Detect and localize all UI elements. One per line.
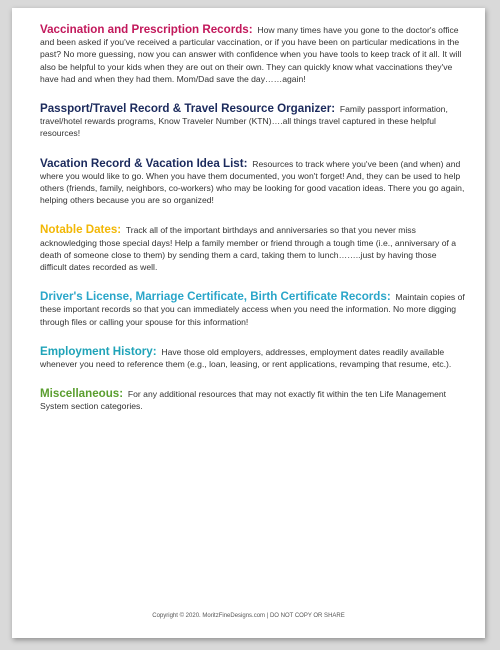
section-body: Maintain copies of these important records so that you can immediately access when you need the information. No more digging through files or calling your spouse for this information! (40, 292, 465, 327)
section-body: How many times have you gone to the doctor's office and been asked if you've received a particular vaccination, or if you have been on particular medications in the past? No more guessing, now you can answer with confidence when you have tools to keep track of it all. It will also be helpful to your kids when they are out on their own. They can quickly know what vaccinations they've have had and when they had them. Mom/Dad save the day……again! (40, 25, 462, 84)
section-certificates (40, 291, 465, 328)
section-vaccination (40, 24, 465, 85)
copyright-footer: Copyright © 2020. MoritzFineDesigns.com | DO NOT COPY OR SHARE (152, 613, 345, 619)
section-vacation (40, 158, 465, 207)
section-heading: Vaccination and Prescription Records: (40, 23, 253, 36)
section-miscellaneous (40, 388, 465, 412)
section-body: Track all of the important birthdays and anniversaries so that you never miss acknowledging those special days! Help a family member or friend through a tough time (i.e., anniversary of a death of someone close to them) by sending them a card, taking them to lunch……..just by having those difficult dates recorded as well. (40, 225, 457, 273)
section-heading: Vacation Record & Vacation Idea List: (40, 156, 248, 170)
section-passport (40, 103, 465, 140)
section-heading: Employment History: (40, 344, 157, 358)
section-employment (40, 346, 465, 370)
section-heading: Driver's License, Marriage Certificate, Birth Certificate Records: (40, 290, 391, 304)
section-heading: Passport/Travel Record & Travel Resource Organizer: (40, 102, 336, 116)
section-heading: Notable Dates: (40, 223, 122, 237)
document-page (12, 8, 485, 638)
section-notable-dates (40, 224, 465, 273)
section-body: Resources to track where you've been (and when) and where you would like to go. When you have them documented, you won't forget! And, they can be used to help others (friends, family, neighbors, co-workers) who may be looking for good vacation ideas. There you go again, helping others because you are so organized! (40, 158, 465, 206)
page-content (40, 24, 465, 431)
section-heading: Miscellaneous: (40, 387, 124, 401)
section-body: Family passport information, travel/hotel rewards programs, Know Traveler Number (KTN)….all things travel captured in these helpful resources! (40, 104, 448, 139)
section-body: For any additional resources that may not exactly fit within the ten Life Management System section categories. (40, 389, 447, 412)
section-body: Have those old employers, addresses, employment dates readily available whenever you need to reference them (e.g., loan, leasing, or rent applications, revamping that resume, etc.). (40, 346, 452, 370)
